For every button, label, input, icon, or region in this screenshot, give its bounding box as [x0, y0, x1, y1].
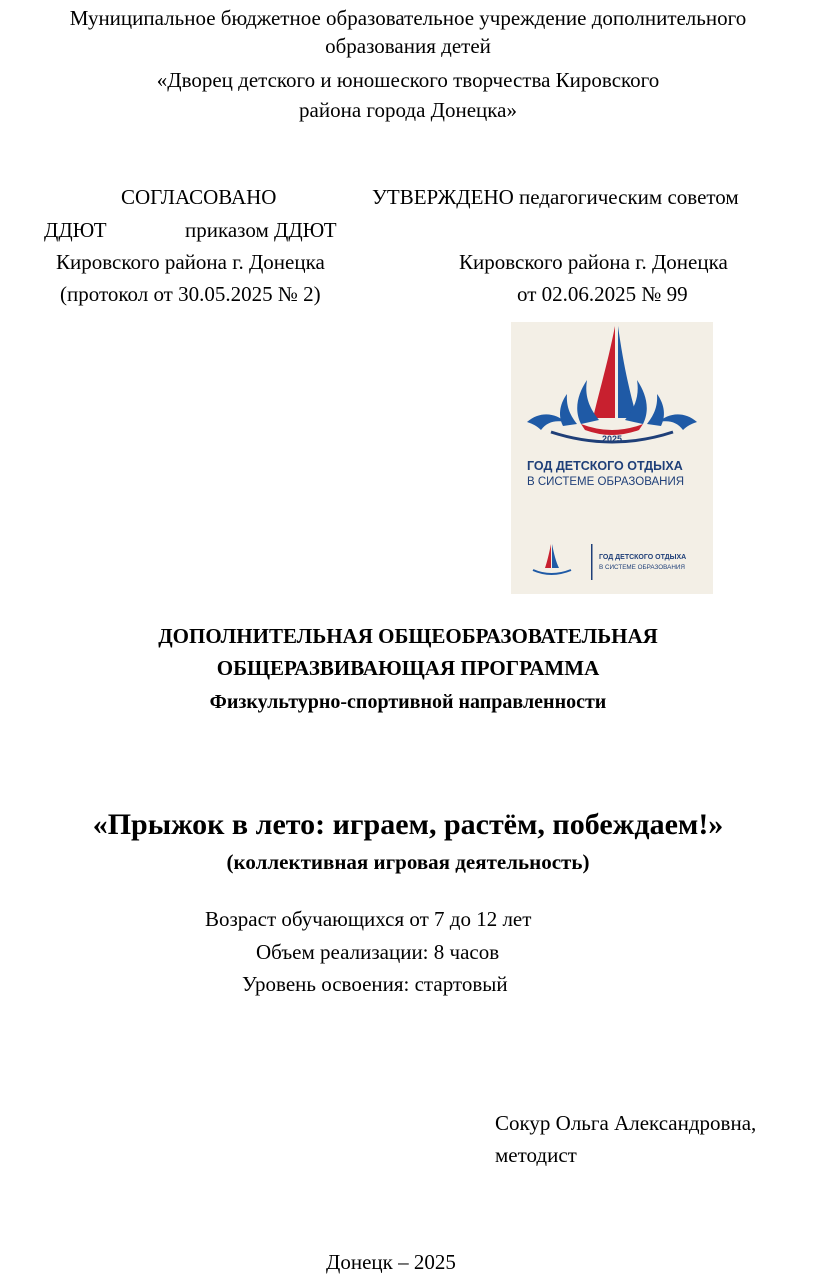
logo-year: 2025 [601, 434, 623, 444]
age-info: Возраст обучающихся от 7 до 12 лет [205, 907, 532, 931]
approved-title: УТВЕРЖДЕНО педагогическим советом [372, 185, 739, 209]
program-direction: Физкультурно-спортивной направленности [209, 691, 607, 713]
wave-left-icon [527, 414, 565, 430]
sail-blue-icon [618, 326, 637, 418]
sail-red-icon [593, 326, 615, 418]
approved-order: приказом ДДЮТ [185, 218, 337, 242]
small-sail-blue-icon [552, 544, 559, 568]
small-wave-icon [533, 570, 571, 574]
logo-small-line-1: ГОД ДЕТСКОГО ОТДЫХА [599, 554, 687, 561]
logo-small-line-2: В СИСТЕМЕ ОБРАЗОВАНИЯ [599, 564, 685, 571]
author-name: Сокур Ольга Александровна, [495, 1111, 757, 1135]
city-year: Донецк – 2025 [326, 1250, 456, 1274]
org-name-line-1: Муниципальное бюджетное образовательное учреждение дополнительного [69, 6, 747, 30]
agreed-title: СОГЛАСОВАНО [121, 185, 277, 209]
volume-info: Объем реализации: 8 часов [256, 940, 500, 964]
logo-title-line-2: В СИСТЕМЕ ОБРАЗОВАНИЯ [527, 476, 685, 488]
year-of-children-rest-logo [511, 322, 713, 594]
org-name-line-2: образования детей [325, 34, 491, 58]
small-sail-red-icon [545, 544, 551, 568]
org-name-line-3: «Дворец детского и юношеского творчества Кировского [156, 68, 660, 92]
agreed-org: ДДЮТ [44, 218, 107, 242]
flame-left-icon [577, 380, 599, 424]
program-subtitle: (коллективная игровая деятельность) [226, 850, 590, 874]
approved-order-date: от 02.06.2025 № 99 [517, 282, 688, 306]
logo-title-line-1: ГОД ДЕТСКОГО ОТДЫХА [527, 459, 683, 473]
approved-district: Кировского района г. Донецка [459, 250, 728, 274]
agreed-district: Кировского района г. Донецка [56, 250, 325, 274]
program-type-line-1: ДОПОЛНИТЕЛЬНАЯ ОБЩЕОБРАЗОВАТЕЛЬНАЯ [158, 624, 658, 648]
author-role: методист [495, 1143, 577, 1167]
agreed-protocol: (протокол от 30.05.2025 № 2) [60, 282, 321, 306]
level-info: Уровень освоения: стартовый [242, 972, 508, 996]
program-title: «Прыжок в лето: играем, растём, побеждаем!» [92, 808, 724, 841]
wave-right-icon [659, 414, 697, 430]
program-type-line-2: ОБЩЕРАЗВИВАЮЩАЯ ПРОГРАММА [216, 656, 600, 680]
org-name-line-4: района города Донецка» [299, 98, 517, 122]
